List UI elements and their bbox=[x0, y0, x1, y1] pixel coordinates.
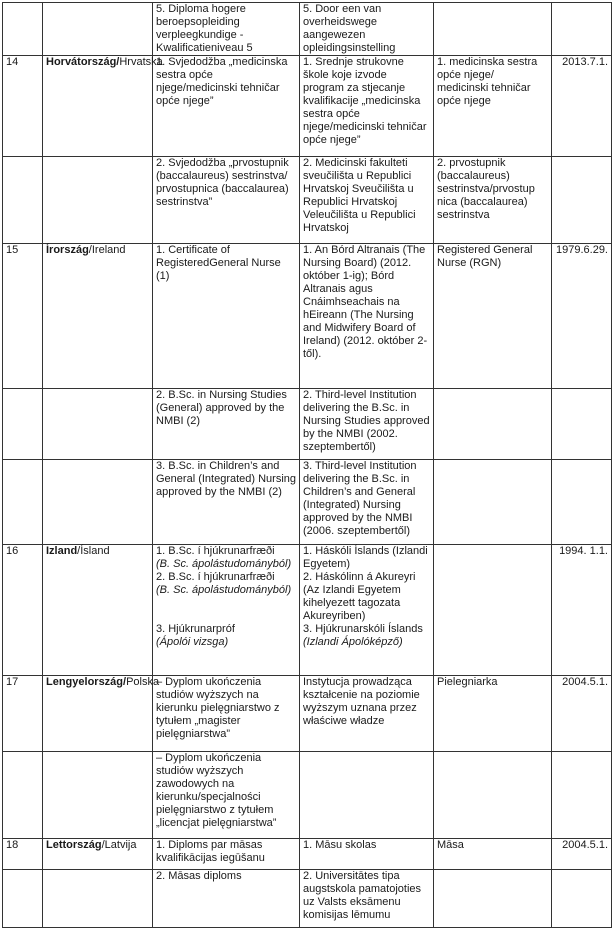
country-cell bbox=[43, 752, 153, 839]
diploma-cell: 2. B.Sc. in Nursing Studies (General) approved by the NMBI (2) bbox=[153, 389, 300, 460]
body-line: 2. Háskólinn á Akureyri (Az Izlandi Egyetem kihelyezett tagozata Akureyriben) bbox=[303, 571, 416, 622]
country-native: Polska bbox=[126, 676, 160, 688]
reference-date-cell: 2013.7.1. bbox=[552, 56, 612, 157]
country-cell bbox=[43, 545, 153, 676]
diploma-cell: 2. Māsas diploms bbox=[153, 870, 300, 928]
diploma-line: 2. B.Sc. í hjúkrunarfræði bbox=[156, 571, 275, 583]
diploma-translation: (B. Sc. ápolástudományból) bbox=[156, 584, 292, 596]
awarding-body-cell bbox=[300, 752, 434, 839]
professional-title-cell: Registered General Nurse (RGN) bbox=[434, 244, 552, 389]
professional-title-cell bbox=[434, 460, 552, 545]
country-hu: Horvátország/ bbox=[46, 56, 120, 68]
country-cell bbox=[43, 244, 153, 389]
country-cell bbox=[43, 3, 153, 56]
professional-title-cell bbox=[434, 752, 552, 839]
country-cell bbox=[43, 56, 163, 157]
professional-title-cell bbox=[434, 389, 552, 460]
awarding-body-cell: 1. Srednje strukovne škole koje izvode program za stjecanje kvalifikacije „medicinska sestra opće njege/medicinski tehničar opće njege” bbox=[300, 56, 434, 157]
awarding-body-cell: Instytucja prowadząca kształcenie na poziomie wyższym uznana przez właściwe władze bbox=[300, 676, 434, 752]
body-translation: (Izlandi Ápolóképző) bbox=[303, 636, 403, 648]
row-number bbox=[3, 389, 43, 460]
diploma-cell bbox=[153, 545, 300, 676]
country-cell bbox=[43, 839, 153, 870]
diploma-line: 1. B.Sc. í hjúkrunarfræði bbox=[156, 545, 275, 557]
reference-date-cell bbox=[552, 3, 612, 56]
table-row bbox=[3, 752, 612, 839]
awarding-body-cell: 2. Third-level Institution delivering the B.Sc. in Nursing Studies approved by the NMBI (2002. szeptembertől) bbox=[300, 389, 434, 460]
country-native: /Ireland bbox=[88, 244, 126, 256]
table-row bbox=[3, 3, 612, 56]
table-row bbox=[3, 676, 612, 752]
country-cell bbox=[43, 157, 153, 244]
country-hu: Lettország bbox=[46, 839, 102, 851]
awarding-body-cell: 5. Door een van overheidswege aangewezen opleidingsinstelling bbox=[300, 3, 434, 56]
reference-date-cell: 2004.5.1. bbox=[552, 839, 612, 870]
table-row bbox=[3, 389, 612, 460]
table-row bbox=[3, 244, 612, 389]
row-number: 15 bbox=[3, 244, 43, 389]
diploma-cell: – Dyplom ukończenia studiów wyższych na kierunku pielęgniarstwo z tytułem „magister pielęgniarstwa” bbox=[153, 676, 300, 752]
country-hu: Izland bbox=[46, 545, 78, 557]
country-cell bbox=[43, 389, 153, 460]
country-cell bbox=[43, 460, 153, 545]
awarding-body-cell bbox=[300, 545, 434, 676]
table-row bbox=[3, 460, 612, 545]
diploma-cell: 5. Diploma hogere beroepsopleiding verpleegkundige - Kwalificatieniveau 5 bbox=[153, 3, 300, 56]
row-number: 14 bbox=[3, 56, 43, 157]
qualifications-table bbox=[2, 2, 612, 928]
diploma-line: 3. Hjúkrunarpróf bbox=[156, 623, 235, 635]
reference-date-cell bbox=[552, 870, 612, 928]
reference-date-cell: 1979.6.29. bbox=[552, 244, 612, 389]
reference-date-cell: 2004.5.1. bbox=[552, 676, 612, 752]
diploma-cell: – Dyplom ukończenia studiów wyższych zawodowych na kierunku/specjalności pielęgniarstwo z tytułem „licencjat pielęgniarstwa” bbox=[153, 752, 300, 839]
table-row bbox=[3, 870, 612, 928]
diploma-cell: 1. Svjedodžba „medicinska sestra opće njege/medicinski tehničar opće njege” bbox=[153, 56, 300, 157]
reference-date-cell bbox=[552, 460, 612, 545]
awarding-body-cell: 1. An Bórd Altranais (The Nursing Board) (2012. október 1-ig); Bórd Altranais agus Cnáimhseachais na hEireann (The Nursing and Midwifery Board of Ireland) (2012. október 2-től). bbox=[300, 244, 434, 389]
reference-date-cell bbox=[552, 389, 612, 460]
table-row bbox=[3, 839, 612, 870]
professional-title-cell bbox=[434, 545, 552, 676]
row-number: 16 bbox=[3, 545, 43, 676]
spacer bbox=[156, 597, 296, 623]
table-row bbox=[3, 56, 612, 157]
body-line: 1. Háskóli Íslands (Izlandi Egyetem) bbox=[303, 545, 428, 570]
row-number: 18 bbox=[3, 839, 43, 870]
row-number bbox=[3, 460, 43, 545]
professional-title-cell bbox=[434, 3, 552, 56]
country-native: /Ísland bbox=[77, 545, 110, 557]
professional-title-cell: 1. medicinska sestra opće njege/ medicinski tehničar opće njege bbox=[434, 56, 552, 157]
row-number: 17 bbox=[3, 676, 43, 752]
country-hu: Lengyelország/ bbox=[46, 676, 127, 688]
awarding-body-cell: 2. Medicinski fakulteti sveučilišta u Republici Hrvatskoj Sveučilišta u Republici Hrvatskoj Veleučilišta u Republici Hrvatskoj bbox=[300, 157, 434, 244]
table-row bbox=[3, 545, 612, 676]
country-cell bbox=[43, 870, 153, 928]
country-native: /Latvija bbox=[101, 839, 137, 851]
country-hu: Írország bbox=[46, 244, 89, 256]
country-native: Hrvatska bbox=[119, 56, 163, 68]
reference-date-cell bbox=[552, 157, 612, 244]
awarding-body-cell: 3. Third-level Institution delivering the B.Sc. in Children’s and General (Integrated) Nursing approved by the NMBI (2006. szeptembertől) bbox=[300, 460, 434, 545]
diploma-translation: (B. Sc. ápolástudományból) bbox=[156, 558, 292, 570]
diploma-cell: 2. Svjedodžba „prvostupnik (baccalaureus) sestrinstva/ prvostupnica (baccalaurea) sestrinstva” bbox=[153, 157, 300, 244]
row-number bbox=[3, 870, 43, 928]
table-row bbox=[3, 157, 612, 244]
country-cell bbox=[43, 676, 160, 752]
diploma-cell: 3. B.Sc. in Children’s and General (Integrated) Nursing approved by the NMBI (2) bbox=[153, 460, 300, 545]
row-number bbox=[3, 3, 43, 56]
awarding-body-cell: 2. Universitātes tipa augstskola pamatojoties uz Valsts eksāmenu komisijas lēmumu bbox=[300, 870, 434, 928]
diploma-translation: (Ápolói vizsga) bbox=[156, 636, 229, 648]
professional-title-cell bbox=[434, 870, 552, 928]
row-number bbox=[3, 752, 43, 839]
diploma-cell: 1. Diploms par māsas kvalifikācijas iegūšanu bbox=[153, 839, 300, 870]
reference-date-cell bbox=[552, 752, 612, 839]
body-line: 3. Hjúkrunarskóli Íslands bbox=[303, 623, 423, 635]
row-number bbox=[3, 157, 43, 244]
reference-date-cell: 1994. 1.1. bbox=[552, 545, 612, 676]
professional-title-cell: Pielegniarka bbox=[434, 676, 552, 752]
awarding-body-cell: 1. Māsu skolas bbox=[300, 839, 434, 870]
professional-title-cell: Māsa bbox=[434, 839, 552, 870]
professional-title-cell: 2. prvostupnik (baccalaureus) sestrinstva/prvostup nica (baccalaurea) sestrinstva bbox=[434, 157, 552, 244]
diploma-cell: 1. Certificate of RegisteredGeneral Nurse (1) bbox=[153, 244, 300, 389]
